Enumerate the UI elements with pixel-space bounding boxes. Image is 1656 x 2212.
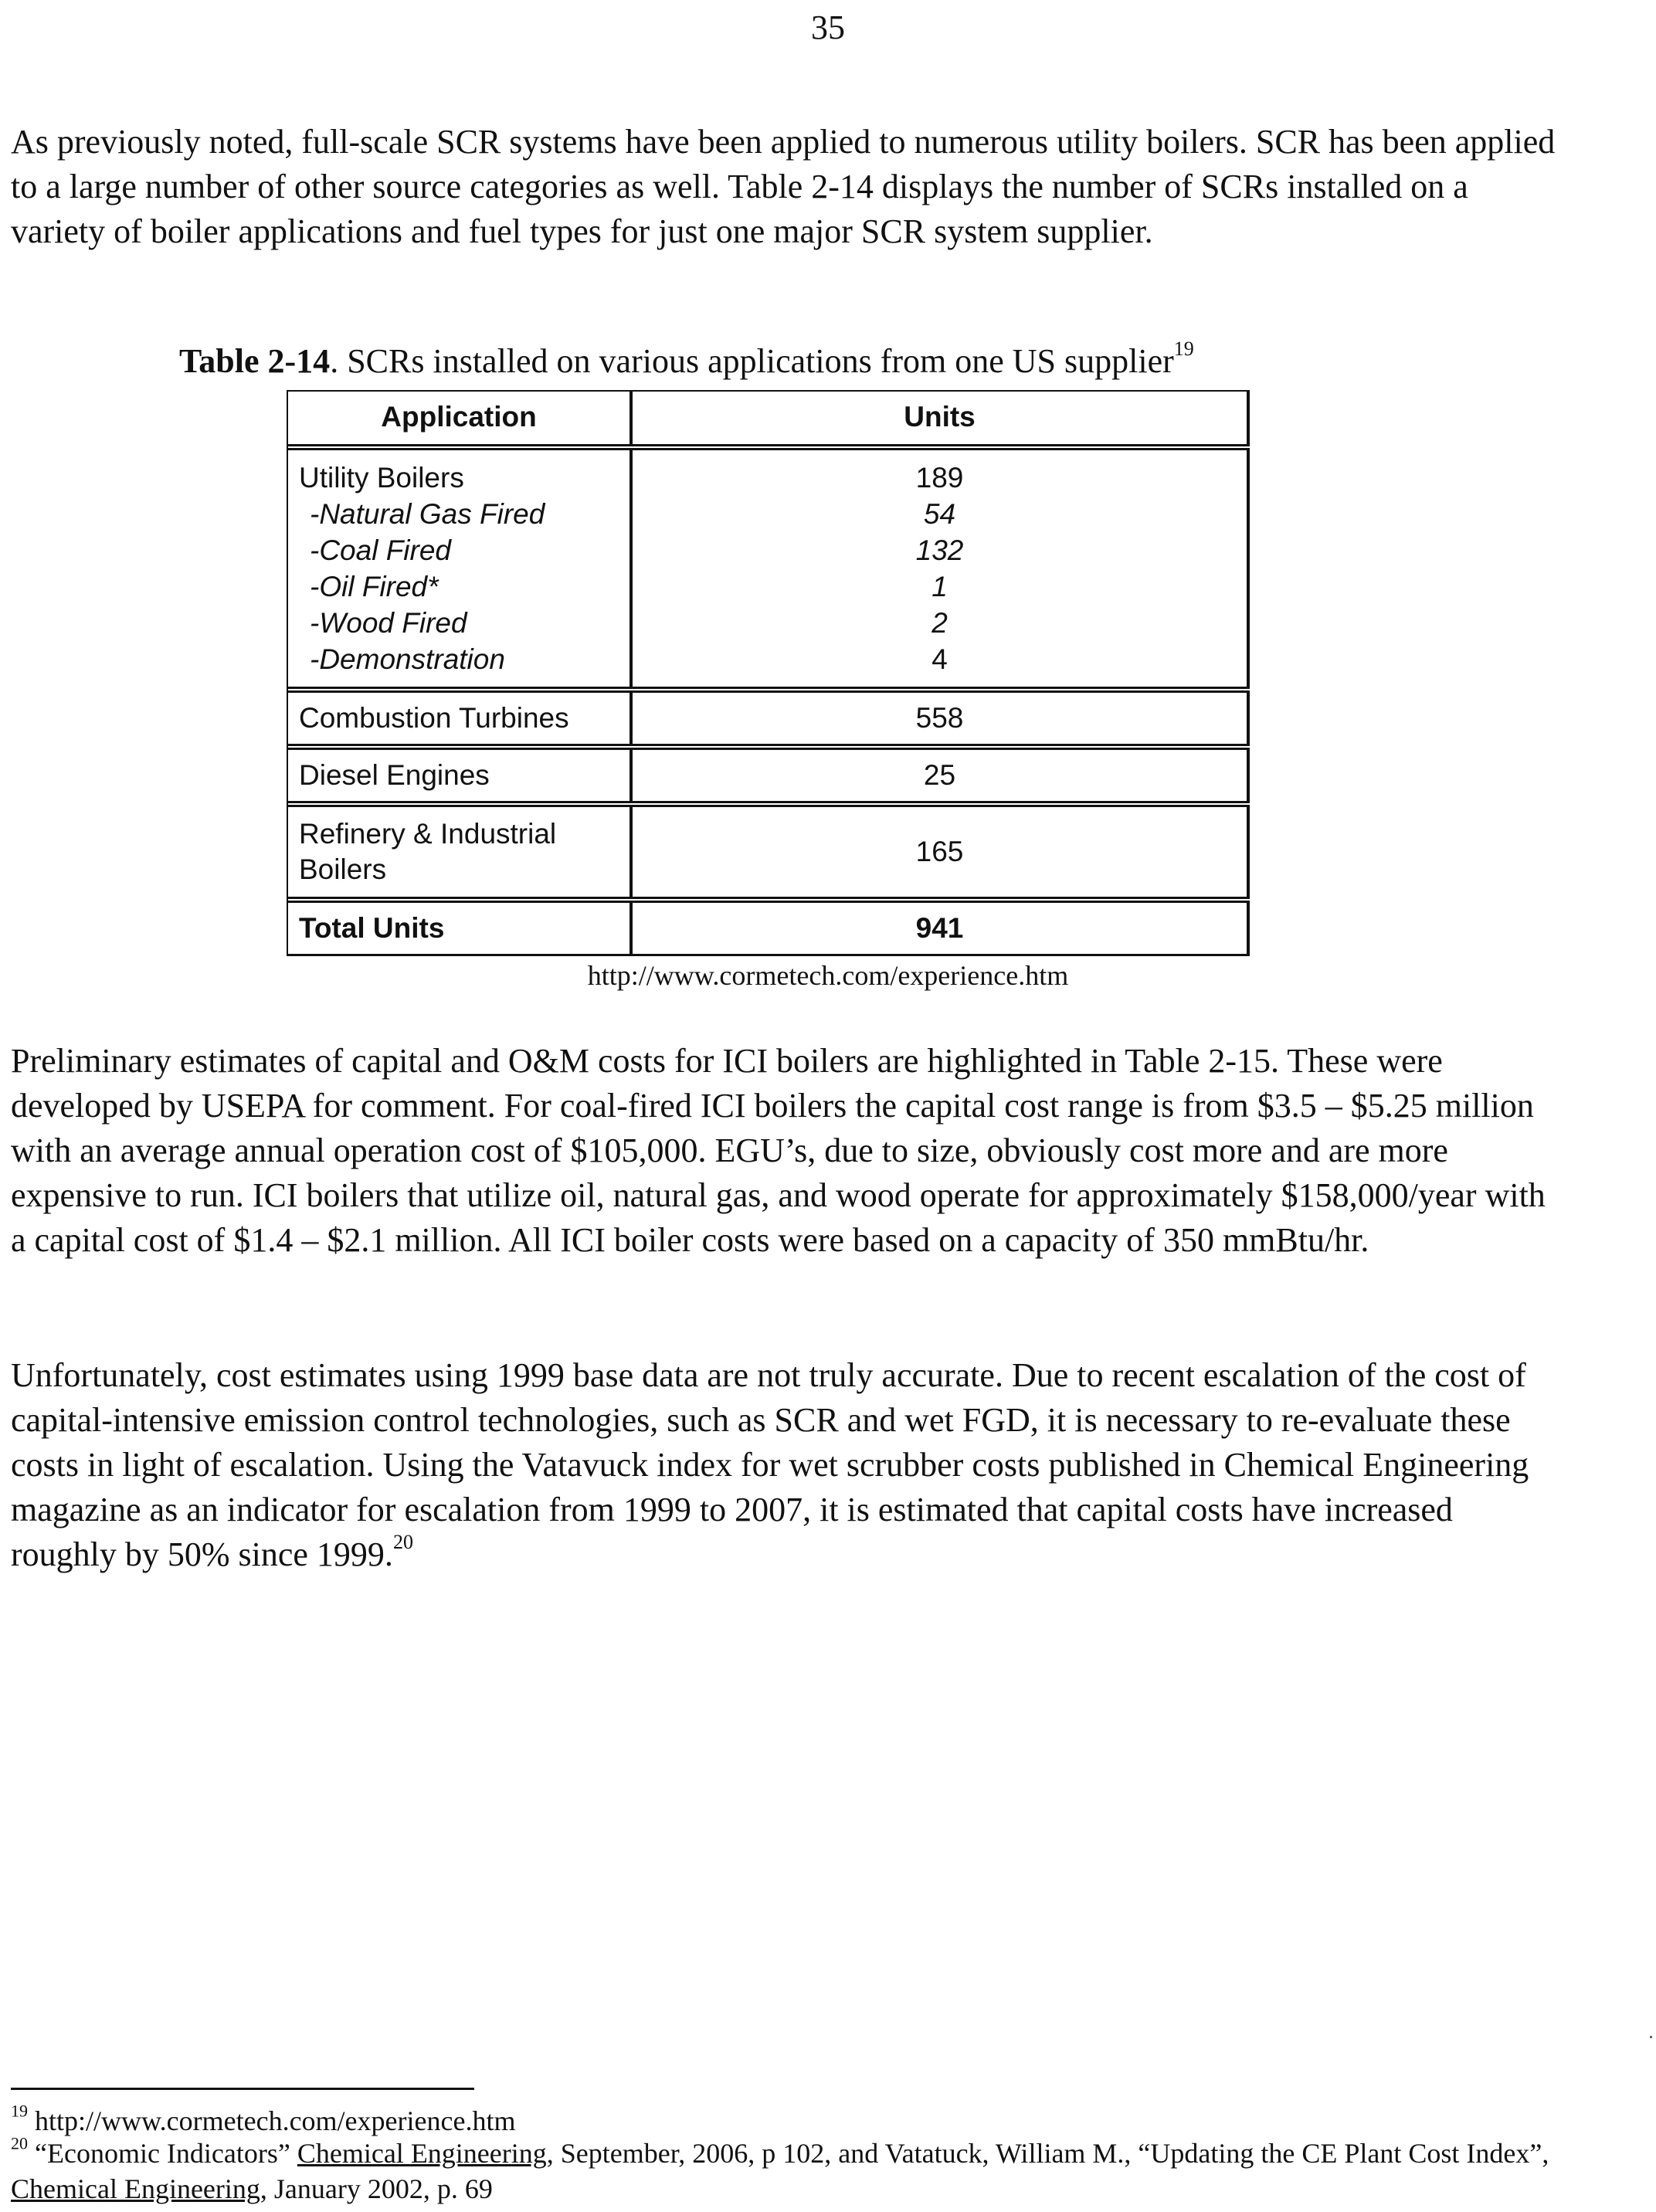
total-label: Total Units [288, 903, 633, 954]
sub-demonstration-value: 4 [932, 643, 948, 675]
table-row-utility-boilers [288, 448, 1250, 689]
paragraph-scr-applications: As previously noted, full-scale SCR systems have been applied to numerous utility boilers. SCR has been applied to a large number of other source categories as well. Table 2-14 displays the number of SCRs installed on a variety of boiler applications and fuel types for just one major SCR system supplier. [11, 123, 1556, 250]
row-label: Combustion Turbines [288, 693, 633, 744]
paragraph-cost-estimates: Preliminary estimates of capital and O&M costs for ICI boilers are highlighted in Table 2-15. These were developed by USEPA for comment. For coal-fired ICI boilers the capital cost range is from $3.5 – $5.25 million with an average annual operation cost of $105,000. EGU’s, due to size, obviously cost more and are more expensive to run. ICI boilers that utilize oil, natural gas, and wood operate for approximately $158,000/year with a capital cost of $1.4 – $2.1 million. All ICI boiler costs were based on a capacity of 350 mmBtu/hr. [11, 1042, 1546, 1259]
footnote-19-text: http://www.cormetech.com/experience.htm [28, 2105, 516, 2136]
footnote-20-journal1: Chemical Engineering [297, 2138, 547, 2169]
footnote-20-mark: 20 [11, 2133, 28, 2153]
row-label: Refinery & Industrial Boilers [288, 807, 633, 897]
table-caption-ref: 19 [1173, 337, 1194, 360]
footnote-20-journal2: Chemical Engineering [11, 2173, 260, 2204]
utility-boilers-value: 189 [915, 462, 964, 494]
sub-coal-value: 132 [915, 534, 964, 566]
utility-boilers-label: Utility Boilers [299, 462, 464, 494]
paragraph-escalation-ref: 20 [392, 1530, 413, 1553]
header-units: Units [633, 392, 1250, 444]
row-value: 165 [633, 807, 1250, 897]
paragraph-escalation [11, 1353, 1556, 1577]
sub-demonstration-label: -Demonstration [310, 643, 505, 675]
scr-installations-table [287, 390, 1250, 956]
sub-natural-gas-label: -Natural Gas Fired [310, 498, 545, 530]
table-row [288, 690, 1250, 746]
total-value: 941 [633, 903, 1250, 954]
header-application: Application [288, 392, 633, 444]
table-caption-label: Table 2-14 [179, 342, 331, 380]
footnote-divider [11, 2088, 474, 2090]
sub-wood-value: 2 [932, 607, 948, 639]
table-caption-text: . SCRs installed on various applications from one US supplier [330, 342, 1174, 380]
sub-wood-label: -Wood Fired [310, 607, 467, 639]
table-row [288, 805, 1250, 899]
table-total-row [288, 901, 1250, 956]
footnote-20-part2: , September, 2006, p 102, and Vatatuck, William M., “Updating the CE Plant Cost Index”, [546, 2138, 1549, 2169]
row-label: Diesel Engines [288, 750, 633, 801]
sub-coal-label: -Coal Fired [310, 534, 451, 566]
sub-natural-gas-value: 54 [923, 498, 956, 530]
table-source: http://www.cormetech.com/experience.htm [587, 960, 1069, 991]
footnote-19 [11, 2103, 1633, 2139]
table-header-row [288, 392, 1250, 446]
sub-oil-label: -Oil Fired* [310, 571, 439, 602]
scan-mark [1650, 2036, 1652, 2038]
page-number: 35 [811, 8, 845, 46]
row-value: 558 [633, 693, 1250, 744]
footnote-20 [11, 2133, 1633, 2207]
footnote-19-mark: 19 [11, 2101, 28, 2121]
footnote-20-part1: “Economic Indicators” [28, 2138, 297, 2169]
sub-oil-value: 1 [932, 571, 948, 602]
table-caption [179, 337, 1194, 381]
row-value: 25 [633, 750, 1250, 801]
table-row [288, 748, 1250, 803]
footnote-20-part3: , January 2002, p. 69 [260, 2173, 493, 2204]
paragraph-escalation-text: Unfortunately, cost estimates using 1999 base data are not truly accurate. Due to recent escalation of the cost of capital-intensive emission control technologies, such as SCR and wet FGD, it is necessary to re-evaluate these costs in light of escalation. Using the Vatavuck index for wet scrubber costs published in Chemical Engineering magazine as an indicator for escalation from 1999 to 2007, it is estimated that capital costs have increased roughly by 50% since 1999. [11, 1356, 1529, 1573]
